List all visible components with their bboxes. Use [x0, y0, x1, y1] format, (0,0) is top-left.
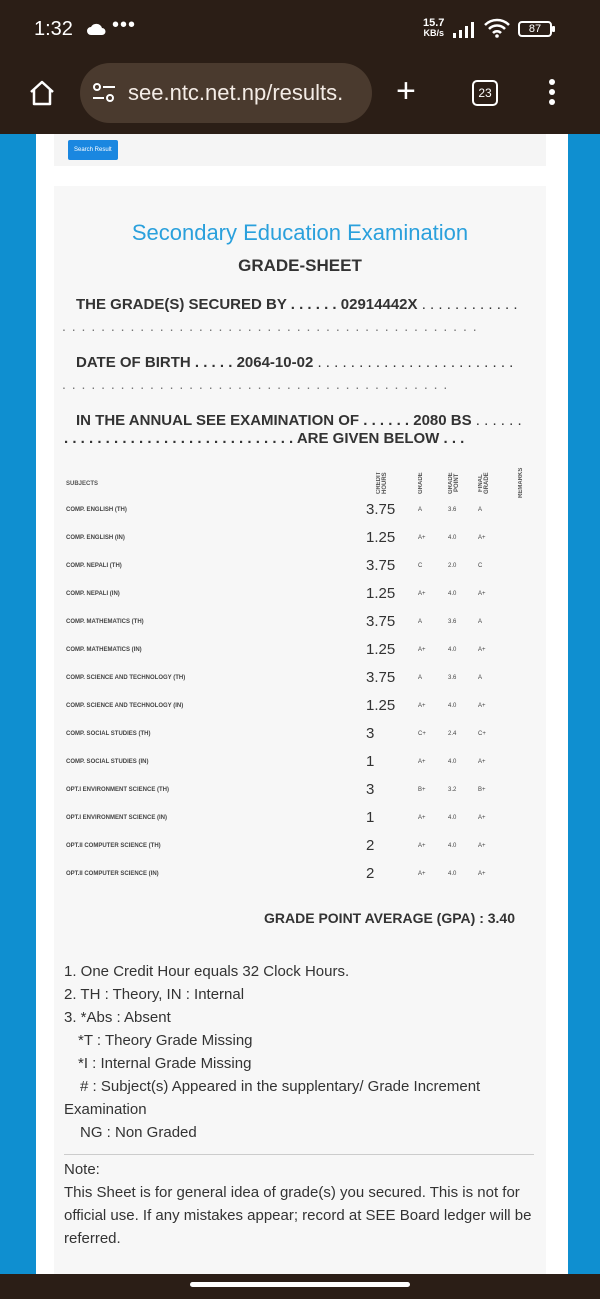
table-row — [54, 804, 546, 832]
final-grade: C+ — [478, 731, 486, 737]
header-grade: GRADE — [418, 472, 424, 494]
new-tab-icon[interactable]: + — [396, 72, 416, 110]
grade-point: 4.0 — [448, 647, 457, 653]
battery-indicator: 87 — [518, 21, 552, 37]
final-grade: C — [478, 563, 483, 569]
grade-point: 4.0 — [448, 759, 457, 765]
credit-hours: 3.75 — [366, 501, 396, 518]
table-row — [54, 748, 546, 776]
final-grade: A+ — [478, 815, 486, 821]
grade: C+ — [418, 731, 426, 737]
wifi-icon — [484, 18, 510, 38]
grade-point: 3.6 — [448, 619, 457, 625]
address-bar[interactable] — [80, 63, 372, 123]
final-grade: A — [478, 675, 483, 681]
final-grade: A+ — [478, 647, 486, 653]
exam-line: IN THE ANNUAL SEE EXAMINATION OF . . . . . . 2080 BS . . . . . . — [76, 412, 522, 429]
header-grade-point: GRADE POINT — [448, 472, 460, 494]
final-grade: A — [478, 507, 483, 513]
home-gesture-bar[interactable] — [190, 1282, 410, 1287]
final-grade: A+ — [478, 703, 486, 709]
grade-point: 2.0 — [448, 563, 457, 569]
grade: A+ — [418, 843, 426, 849]
table-row — [54, 860, 546, 888]
final-grade: A+ — [478, 591, 486, 597]
subject-name: COMP. MATHEMATICS (TH) — [66, 619, 144, 625]
grade-point: 3.2 — [448, 787, 457, 793]
cloud-icon — [86, 22, 106, 36]
credit-hours: 1.25 — [366, 641, 396, 658]
grade-point: 4.0 — [448, 843, 457, 849]
grade-point: 2.4 — [448, 731, 457, 737]
credit-hours: 3.75 — [366, 613, 396, 630]
grade-point: 4.0 — [448, 815, 457, 821]
subject-name: COMP. SOCIAL STUDIES (IN) — [66, 759, 149, 765]
subject-name: COMP. SOCIAL STUDIES (TH) — [66, 731, 151, 737]
table-row — [54, 664, 546, 692]
exam-year: 2080 BS — [413, 412, 472, 429]
grade-sheet — [54, 186, 546, 1286]
network-speed: 15.7 KB/s — [423, 17, 445, 38]
credit-hours: 1.25 — [366, 585, 396, 602]
credit-hours: 3 — [366, 781, 375, 798]
status-bar — [0, 0, 600, 60]
sheet-title: GRADE-SHEET — [238, 256, 362, 275]
final-grade: A+ — [478, 843, 486, 849]
credit-hours: 1 — [366, 809, 375, 826]
grade-point: 3.6 — [448, 675, 457, 681]
notes-list: 1. One Credit Hour equals 32 Clock Hours. 2. TH : Theory, IN : Internal 3. *Abs : Absent *T : Theory Grade Missing *I : Internal Grade Missing # : Subject(s) Appeared in the supplentary/ Grade Increment Examination NG : Non Graded — [64, 963, 481, 1141]
table-row — [54, 720, 546, 748]
subject-name: OPT.I ENVIRONMENT SCIENCE (TH) — [66, 787, 170, 793]
subject-name: COMP. ENGLISH (TH) — [66, 507, 127, 513]
given-below-line: . . . . . . . . . . . . . . . . . . . . . . . . . . . . ARE GIVEN BELOW . . . — [64, 430, 465, 447]
final-grade: B+ — [478, 787, 486, 793]
home-icon[interactable] — [28, 80, 56, 106]
table-row — [54, 692, 546, 720]
subject-name: OPT.II COMPUTER SCIENCE (TH) — [66, 843, 161, 849]
grade: A+ — [418, 647, 426, 653]
final-grade: A+ — [478, 759, 486, 765]
grade: A+ — [418, 591, 426, 597]
more-options-icon[interactable] — [548, 78, 556, 106]
subject-name: COMP. NEPALI (TH) — [66, 563, 122, 569]
exam-title: Secondary Education Examination — [131, 220, 469, 245]
grade: A+ — [418, 815, 426, 821]
subject-name: COMP. ENGLISH (IN) — [66, 535, 125, 541]
credit-hours: 3.75 — [366, 669, 396, 686]
subject-name: COMP. NEPALI (IN) — [66, 591, 120, 597]
credit-hours: 1.25 — [366, 697, 396, 714]
subject-name: COMP. SCIENCE AND TECHNOLOGY (TH) — [66, 675, 186, 681]
table-row — [54, 832, 546, 860]
final-grade: A+ — [478, 535, 486, 541]
grade-point: 4.0 — [448, 703, 457, 709]
credit-hours: 2 — [366, 837, 375, 854]
grade-point: 3.6 — [448, 507, 457, 513]
final-grade: A — [478, 619, 483, 625]
notification-dots: ••• — [112, 14, 137, 36]
dotted-line: . . . . . . . . . . . . . . . . . . . . . . . . . . . . . . . . . . . . . . . . — [62, 376, 449, 392]
grade: C — [418, 563, 423, 569]
system-nav-bar — [0, 1274, 600, 1299]
subject-name: OPT.II COMPUTER SCIENCE (IN) — [66, 871, 159, 877]
site-settings-icon[interactable] — [92, 82, 116, 104]
status-time: 1:32 — [34, 18, 73, 40]
grade-point: 4.0 — [448, 535, 457, 541]
gpa-value: GRADE POINT AVERAGE (GPA) : 3.40 — [264, 910, 515, 926]
tab-switcher-button[interactable]: 23 — [472, 80, 498, 106]
subject-name: COMP. MATHEMATICS (IN) — [66, 647, 142, 653]
grade: A — [418, 675, 423, 681]
table-row — [54, 776, 546, 804]
grade: A+ — [418, 759, 426, 765]
dotted-line: . . . . . . . . . . . . . . . . . . . . . . . . . . . . . . . . . . . . . . . . . . . — [62, 318, 478, 334]
grade: A+ — [418, 703, 426, 709]
secured-by-line: THE GRADE(S) SECURED BY . . . . . . 02914442X . . . . . . . . . . . . — [76, 296, 518, 313]
table-row — [54, 552, 546, 580]
browser-toolbar — [0, 60, 600, 134]
credit-hours: 1.25 — [366, 529, 396, 546]
url-text[interactable]: see.ntc.net.np/results. — [128, 80, 344, 105]
table-row — [54, 608, 546, 636]
credit-hours: 3 — [366, 725, 375, 742]
grade: A+ — [418, 871, 426, 877]
table-row — [54, 496, 546, 524]
subject-name: COMP. SCIENCE AND TECHNOLOGY (IN) — [66, 703, 184, 709]
search-result-button[interactable]: Search Result — [68, 140, 118, 160]
grade: A — [418, 507, 423, 513]
credit-hours: 2 — [366, 865, 375, 882]
symbol-number: 02914442X — [340, 296, 418, 313]
grade: A+ — [418, 535, 426, 541]
grade: B+ — [418, 787, 426, 793]
subject-name: OPT.I ENVIRONMENT SCIENCE (IN) — [66, 815, 168, 821]
grade-point: 4.0 — [448, 871, 457, 877]
header-credit-hours: CREDIT HOURS — [376, 471, 388, 495]
credit-hours: 3.75 — [366, 557, 396, 574]
header-final-grade: FINAL GRADE — [478, 472, 490, 494]
header-remarks: REMARKS — [518, 467, 524, 499]
table-row — [54, 636, 546, 664]
signal-icon — [453, 20, 479, 38]
table-row — [54, 524, 546, 552]
search-card — [54, 134, 546, 166]
divider — [64, 1154, 534, 1155]
table-row — [54, 580, 546, 608]
page-content — [36, 134, 568, 1274]
grade: A — [418, 619, 423, 625]
grade-point: 4.0 — [448, 591, 457, 597]
web-viewport — [0, 134, 600, 1274]
dob-line: DATE OF BIRTH . . . . . 2064-10-02 . . . . . . . . . . . . . . . . . . . . . . . . — [76, 354, 514, 371]
credit-hours: 1 — [366, 753, 375, 770]
header-subjects: SUBJECTS — [66, 481, 99, 487]
disclaimer-note: Note: This Sheet is for general idea of grade(s) you secured. This is not for official use. If any mistakes appear; record at SEE Board ledger will be referred. — [64, 1161, 532, 1247]
final-grade: A+ — [478, 871, 486, 877]
date-of-birth: 2064-10-02 — [236, 354, 314, 371]
